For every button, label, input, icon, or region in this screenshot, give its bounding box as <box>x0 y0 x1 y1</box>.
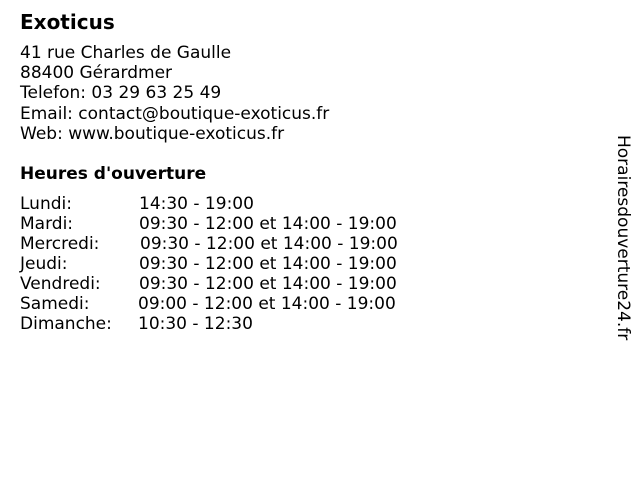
hours-row-tuesday <box>20 214 440 234</box>
site-watermark <box>612 135 634 375</box>
day-label: Samedi: <box>20 294 90 314</box>
hours-row-friday <box>20 274 440 294</box>
day-hours: 09:30 - 12:00 et 14:00 - 19:00 <box>139 254 397 274</box>
day-hours: 14:30 - 19:00 <box>139 194 254 214</box>
day-label: Vendredi: <box>20 274 101 294</box>
hours-row-thursday <box>20 254 440 274</box>
website-address: Web: www.boutique-exoticus.fr <box>20 123 285 144</box>
day-label: Jeudi: <box>20 254 68 274</box>
day-label: Lundi: <box>20 194 72 214</box>
day-hours: 10:30 - 12:30 <box>138 314 253 334</box>
day-label: Mardi: <box>20 214 74 234</box>
hours-row-monday <box>20 194 440 214</box>
day-hours: 09:30 - 12:00 et 14:00 - 19:00 <box>139 274 397 294</box>
hours-row-wednesday <box>20 234 440 254</box>
day-hours: 09:30 - 12:00 et 14:00 - 19:00 <box>140 234 398 254</box>
address-street: 41 rue Charles de Gaulle <box>20 43 232 63</box>
opening-hours-table <box>20 194 440 334</box>
business-contact-block <box>20 43 329 144</box>
day-hours: 09:30 - 12:00 et 14:00 - 19:00 <box>139 214 397 234</box>
day-label: Mercredi: <box>20 234 100 254</box>
address-city: 88400 Gérardmer <box>20 63 173 84</box>
hours-row-sunday <box>20 314 440 334</box>
business-name: Exoticus <box>20 10 115 34</box>
day-label: Dimanche: <box>20 314 112 334</box>
email-address: Email: contact@boutique-exoticus.fr <box>20 103 330 124</box>
day-hours: 09:00 - 12:00 et 14:00 - 19:00 <box>138 294 396 314</box>
opening-hours-heading: Heures d'ouverture <box>20 164 207 184</box>
hours-row-saturday <box>20 294 440 314</box>
watermark-text: Horairesdouverture24.fr <box>613 135 633 341</box>
phone-number: Telefon: 03 29 63 25 49 <box>20 83 222 104</box>
